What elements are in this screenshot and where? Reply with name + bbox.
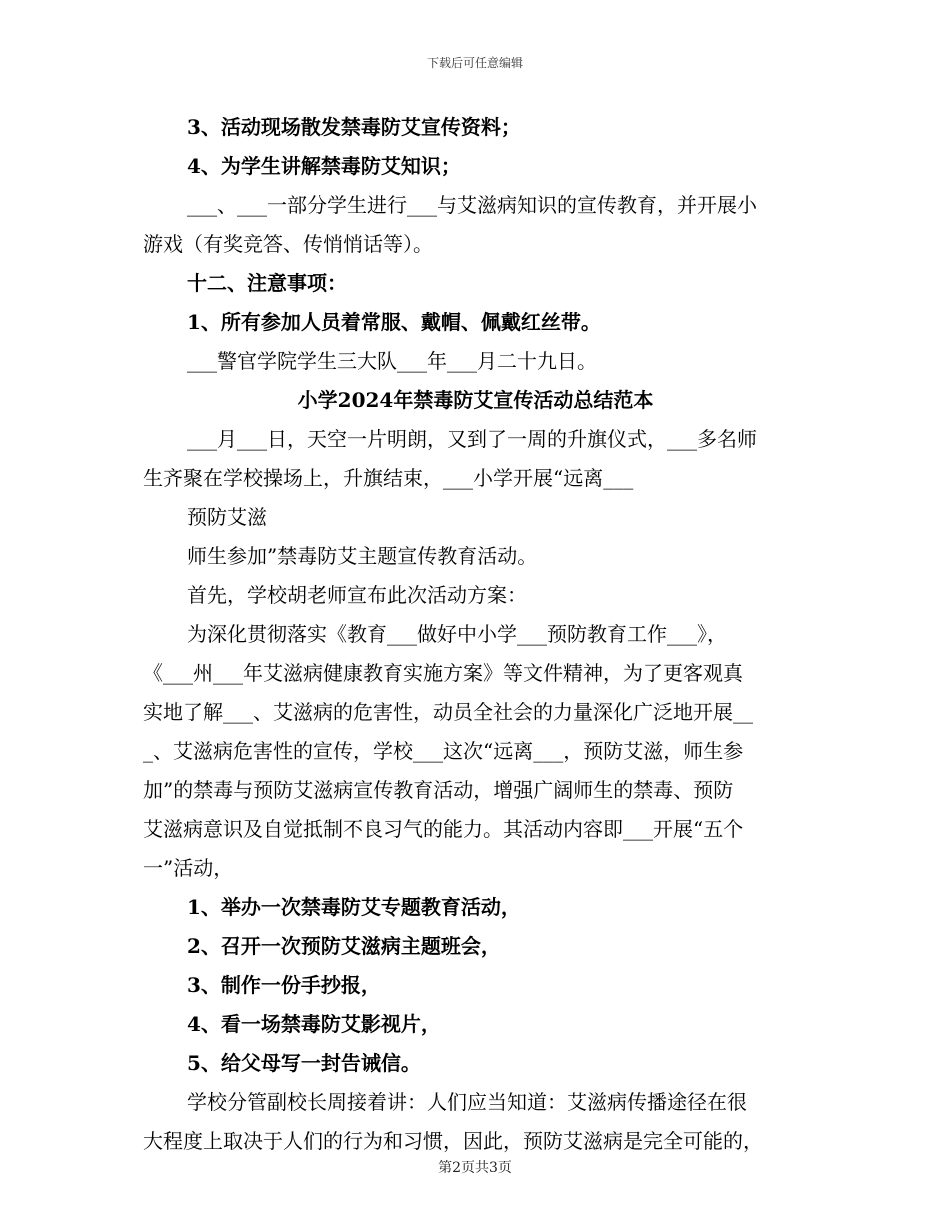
paragraph-line: 1、所有参加人员着常服、戴帽、佩戴红丝带。 (187, 310, 601, 334)
paragraph-line: 大程度上取决于人们的行为和习惯，因此，预防艾滋病是完全可能的， (143, 1129, 763, 1153)
paragraph-line: 预防艾滋 (187, 505, 267, 529)
paragraph-line: 3、制作一份手抄报， (187, 973, 381, 997)
paragraph-line: ___、___一部分学生进行___与艾滋病知识的宣传教育，并开展小 (187, 193, 757, 217)
paragraph-line: 4、看一场禁毒防艾影视片， (187, 1012, 441, 1036)
paragraph-line: ___月___日，天空一片明朗，又到了一周的升旗仪式，___多名师 (187, 427, 757, 451)
paragraph-line: 师生参加”禁毒防艾主题宣传教育活动。 (187, 544, 538, 568)
paragraph-line: ___警官学院学生三大队___年___月二十九日。 (187, 349, 597, 373)
paragraph-line: 《___州___年艾滋病健康教育实施方案》等文件精神，为了更客观真 (143, 661, 743, 685)
page-footer: 第2页共3页 (438, 1160, 512, 1176)
paragraph-line: 实地了解___、艾滋病的危害性，动员全社会的力量深化广泛地开展__ (143, 700, 753, 724)
paragraph-line: 十二、注意事项： (187, 271, 347, 295)
paragraph-line: 4、为学生讲解禁毒防艾知识； (187, 154, 461, 178)
page-header: 下载后可任意编辑 (426, 56, 523, 70)
paragraph-line: 1、举办一次禁毒防艾专题教育活动， (187, 895, 521, 919)
paragraph-line: 学校分管副校长周接着讲：人们应当知道：艾滋病传播途径在很 (187, 1090, 747, 1114)
paragraph-line: 艾滋病意识及自觉抵制不良习气的能力。其活动内容即___开展“五个 (143, 817, 744, 841)
paragraph-line: _、艾滋病危害性的宣传，学校___这次“远离___，预防艾滋，师生参 (143, 739, 744, 763)
paragraph-line: 游戏（有奖竞答、传悄悄话等）。 (143, 232, 433, 256)
paragraph-line: 3、活动现场散发禁毒防艾宣传资料； (187, 115, 521, 139)
section-title: 小学2024年禁毒防艾宣传活动总结范本 (297, 388, 654, 412)
paragraph-line: 一”活动， (143, 856, 234, 880)
paragraph-line: 为深化贯彻落实《教育___做好中小学___预防教育工作___》， (187, 622, 727, 646)
paragraph-line: 5、给父母写一封告诫信。 (187, 1051, 421, 1075)
document-body (143, 108, 808, 1161)
paragraph-line: 首先，学校胡老师宣布此次活动方案： (187, 583, 527, 607)
paragraph-line: 生齐聚在学校操场上，升旗结束，___小学开展“远离___ (143, 466, 634, 490)
paragraph-line: 2、召开一次预防艾滋病主题班会， (187, 934, 501, 958)
paragraph-line: 加”的禁毒与预防艾滋病宣传教育活动，增强广阔师生的禁毒、预防 (143, 778, 734, 802)
